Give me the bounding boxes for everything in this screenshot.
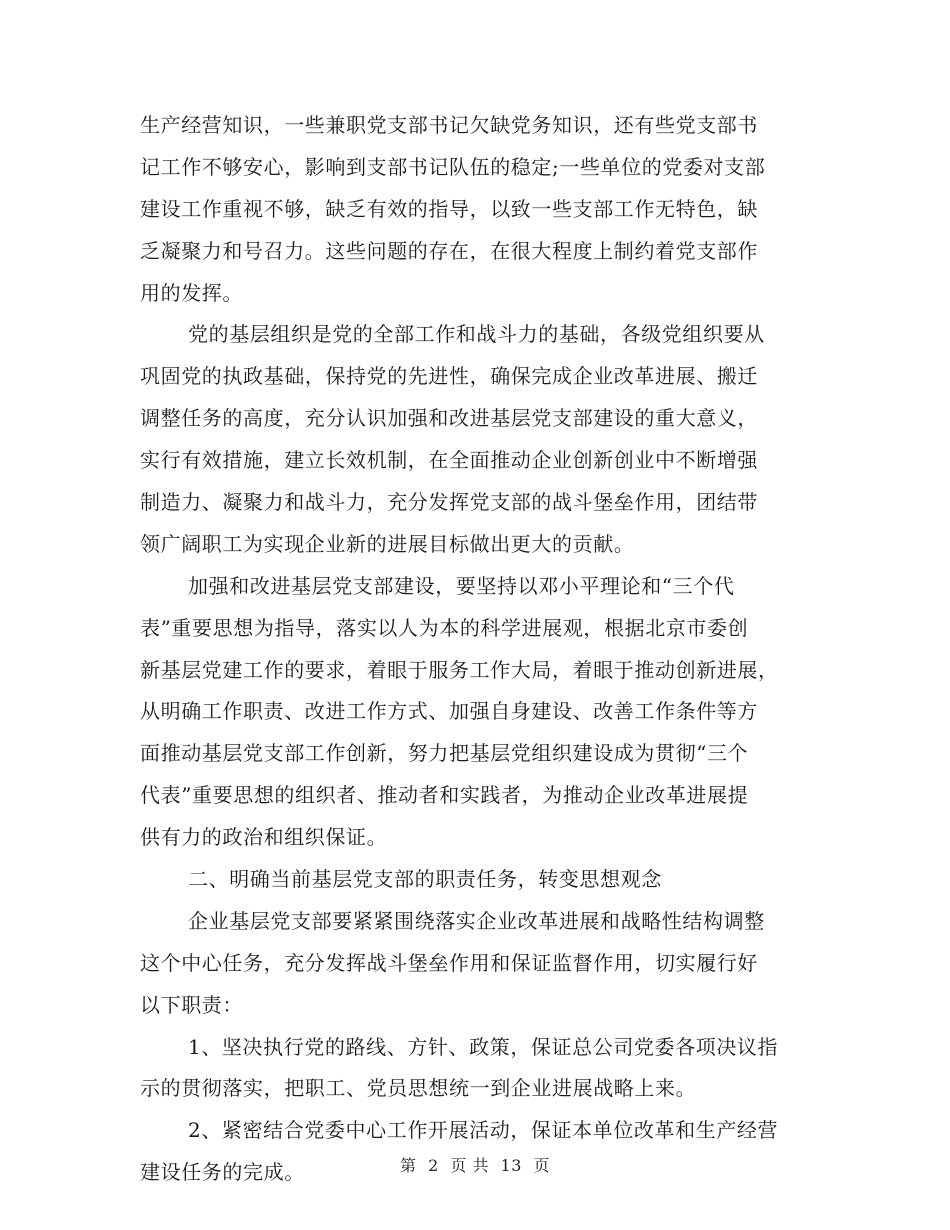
text-line: 企业基层党支部要紧紧围绕落实企业改革进展和战略性结构调整 (188, 908, 765, 933)
text-line: 生产经营知识，一些兼职党支部书记欠缺党务知识，还有些党支部书 (140, 113, 758, 137)
page-footer (0, 1153, 950, 1176)
text-line: 代表”重要思想的组织者、推动者和实践者，为推动企业改革进展提 (140, 783, 749, 808)
text-line: 实行有效措施，建立长效机制，在全面推动企业创新创业中不断增强 (140, 448, 758, 473)
text-line: 新基层党建工作的要求，着眼于服务工作大局，着眼于推动创新进展， (140, 657, 779, 682)
text-line: 加强和改进基层党支部建设，要坚持以邓小平理论和“三个代 (188, 573, 735, 598)
body-text (140, 105, 808, 1194)
text-line: 用的发挥。 (140, 280, 243, 305)
current-page-number: 2 (428, 1156, 439, 1175)
text-line: 调整任务的高度，充分认识加强和改进基层党支部建设的重大意义， (140, 406, 758, 431)
text-line: 制造力、凝聚力和战斗力，充分发挥党支部的战斗堡垒作用，团结带 (140, 490, 758, 515)
text-line: 二、明确当前基层党支部的职责任务，转变思想观念 (188, 867, 662, 892)
text-line: 领广阔职工为实现企业新的进展目标做出更大的贡献。 (140, 531, 635, 556)
text-line: 面推动基层党支部工作创新，努力把基层党组织建设成为贯彻“三个 (140, 741, 749, 766)
text-line: 表”重要思想为指导，落实以人为本的科学进展观，根据北京市委创 (140, 615, 749, 640)
text-line: 示的贯彻落实，把职工、党员思想统一到企业进展战略上来。 (140, 1076, 697, 1101)
text-line: 建设工作重视不够，缺乏有效的指导，以致一些支部工作无特色，缺 (140, 196, 758, 221)
total-pages: 13 (500, 1156, 522, 1175)
text-line: 1、坚决执行党的路线、方针、政策，保证总公司党委各项决议指 (188, 1034, 779, 1059)
footer-prefix: 第 (399, 1156, 417, 1175)
text-line: 2、紧密结合党委中心工作开展活动，保证本单位改革和生产经营 (188, 1118, 779, 1143)
text-line: 记工作不够安心，影响到支部书记队伍的稳定;一些单位的党委对支部 (140, 154, 766, 179)
text-line: 乏凝聚力和号召力。这些问题的存在，在很大程度上制约着党支部作 (140, 238, 758, 263)
text-line: 供有力的政治和组织保证。 (140, 825, 388, 850)
text-line: 这个中心任务，充分发挥战斗堡垒作用和保证监督作用，切实履行好 (140, 950, 758, 975)
text-line: 以下职责： (140, 992, 243, 1017)
text-line: 从明确工作职责、改进工作方式、加强自身建设、改善工作条件等方 (140, 699, 758, 724)
text-line: 党的基层组织是党的全部工作和战斗力的基础，各级党组织要从 (188, 322, 765, 347)
text-line: 巩固党的执政基础，保持党的先进性，确保完成企业改革进展、搬迁 (140, 364, 758, 389)
text-line: 建设任务的完成。 (140, 1160, 305, 1185)
footer-middle: 页 共 (450, 1156, 489, 1175)
footer-suffix: 页 (533, 1156, 551, 1175)
